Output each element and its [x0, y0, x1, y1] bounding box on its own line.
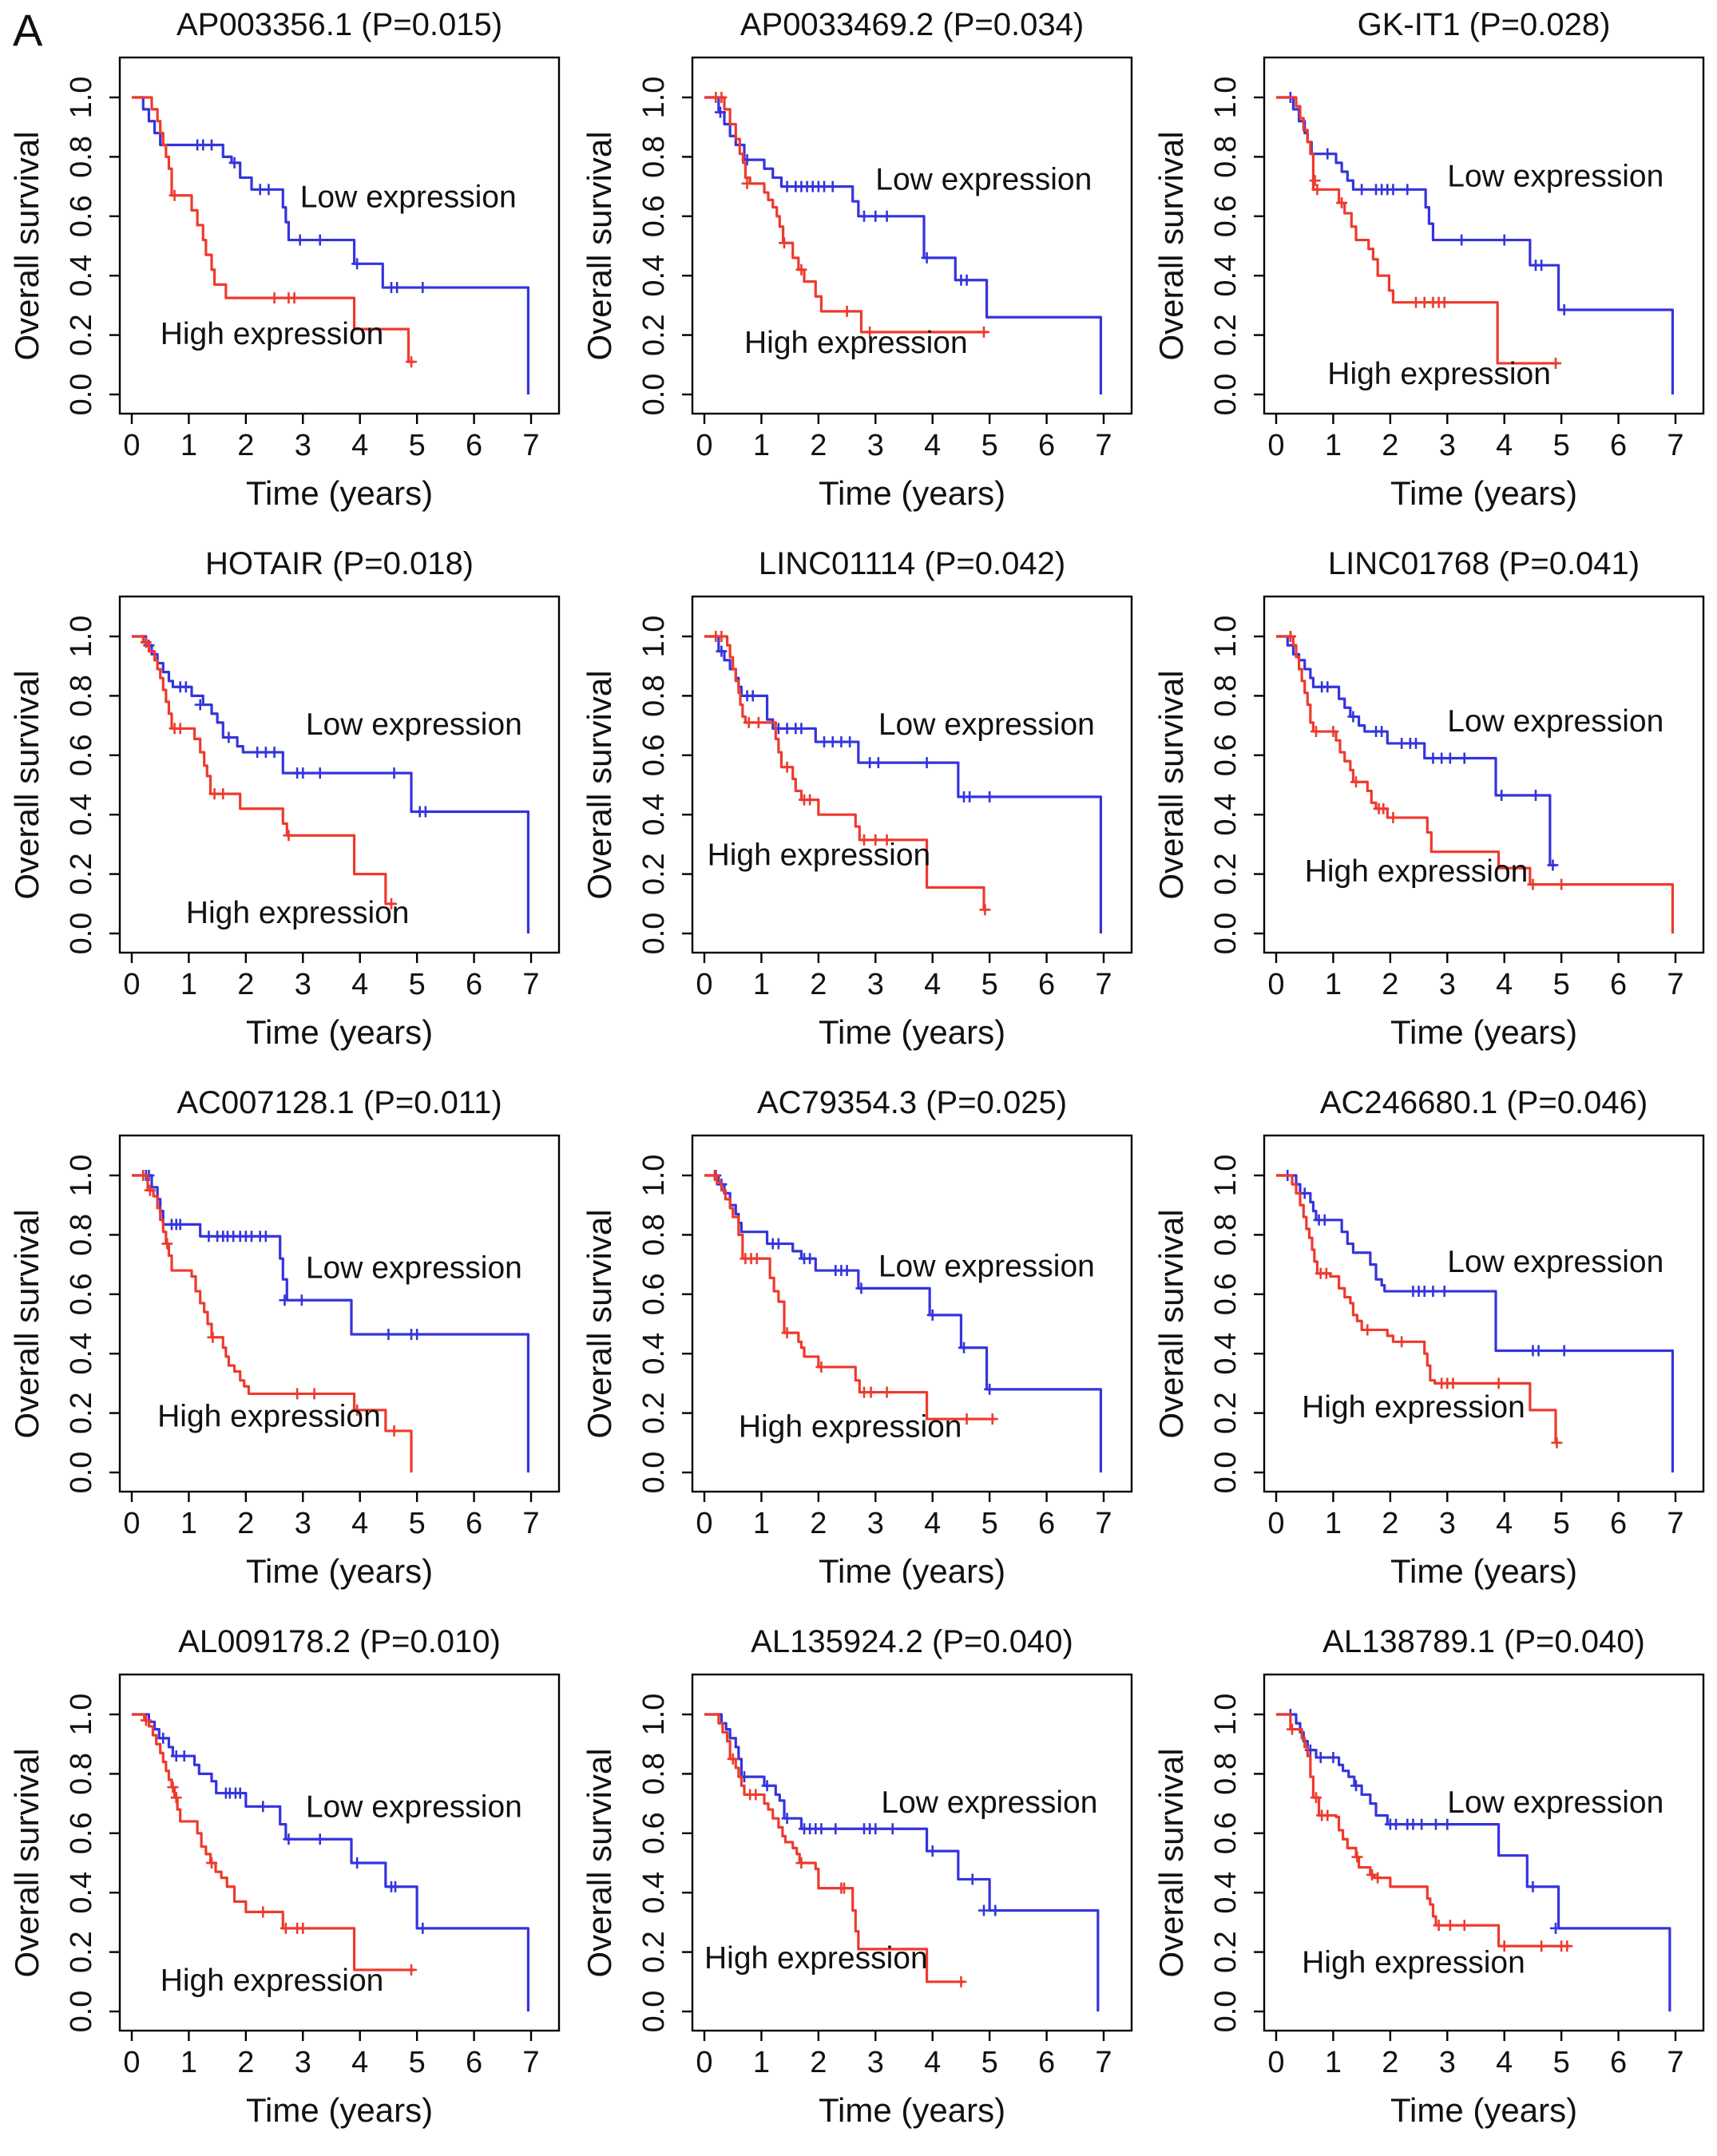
low-expression-label: Low expression	[1447, 1785, 1664, 1820]
x-tick-label: 5	[1552, 968, 1571, 1001]
x-tick-label: 1	[1325, 1507, 1342, 1540]
x-tick-label: 3	[866, 968, 884, 1001]
x-tick-label: 6	[466, 968, 483, 1001]
high-curve	[132, 1714, 414, 1970]
x-tick-label: 1	[1325, 429, 1342, 462]
high-expression-label: High expression	[704, 1941, 928, 1976]
x-tick-label: 7	[1667, 968, 1684, 1001]
x-tick-label: 1	[1325, 2046, 1342, 2079]
x-axis-label: Time (years)	[818, 474, 1005, 512]
x-tick-label: 2	[237, 429, 255, 462]
y-tick-label: 1.0	[636, 615, 671, 658]
low-expression-label: Low expression	[874, 162, 1092, 197]
km-plot-11	[1144, 1617, 1716, 2156]
panel-title: AP003356.1 (P=0.015)	[176, 7, 503, 42]
km-plot-3	[0, 539, 572, 1078]
km-plot-6	[0, 1078, 572, 1617]
high-expression-label: High expression	[157, 1399, 381, 1434]
high-expression-label: High expression	[738, 1409, 962, 1445]
x-tick-label: 2	[1382, 2046, 1399, 2079]
km-panel-8	[1144, 1078, 1716, 1617]
x-tick-label: 6	[1037, 429, 1055, 462]
x-tick-label: 4	[1496, 968, 1513, 1001]
y-tick-label: 0.2	[65, 314, 98, 357]
panel-title: LINC01114 (P=0.042)	[758, 546, 1065, 581]
y-tick-label: 0.6	[65, 1273, 98, 1316]
x-tick-label: 7	[1095, 1507, 1112, 1540]
high-expression-label: High expression	[160, 316, 384, 351]
high-expression-label: High expression	[185, 895, 410, 930]
y-tick-label: 0.2	[1209, 314, 1243, 357]
x-tick-label: 3	[866, 2046, 884, 2079]
x-tick-label: 3	[294, 2046, 311, 2079]
x-tick-label: 6	[1610, 968, 1628, 1001]
x-tick-label: 0	[696, 429, 713, 462]
y-tick-label: 0.2	[1209, 1931, 1243, 1974]
high-expression-label: High expression	[1302, 1945, 1526, 1980]
x-tick-label: 4	[1496, 1507, 1513, 1540]
x-tick-label: 4	[1496, 429, 1513, 462]
x-tick-label: 2	[237, 1507, 255, 1540]
high-expression-label: High expression	[707, 838, 930, 873]
y-tick-label: 1.0	[636, 1693, 671, 1736]
y-tick-label: 0.8	[636, 1213, 671, 1256]
x-tick-label: 2	[1382, 429, 1399, 462]
y-tick-label: 0.6	[65, 195, 98, 238]
y-tick-label: 0.2	[636, 314, 671, 357]
y-axis-label: Overall survival	[580, 131, 618, 361]
y-tick-label: 0.0	[1209, 373, 1243, 416]
low-curve	[132, 636, 528, 933]
y-tick-label: 0.4	[65, 254, 98, 297]
x-tick-label: 2	[809, 2046, 827, 2079]
km-plot-5	[1144, 539, 1716, 1078]
km-panel-5	[1144, 539, 1716, 1078]
y-tick-label: 0.2	[65, 1392, 98, 1435]
x-tick-label: 7	[1667, 2046, 1684, 2079]
y-tick-label: 0.0	[636, 1990, 671, 2033]
y-tick-label: 0.6	[1209, 1812, 1243, 1855]
y-tick-label: 0.0	[636, 912, 671, 955]
y-axis-label: Overall survival	[8, 131, 46, 361]
x-tick-label: 1	[752, 1507, 770, 1540]
y-tick-label: 0.6	[636, 1812, 671, 1855]
high-expression-label: High expression	[1327, 356, 1552, 391]
x-tick-label: 4	[351, 1507, 369, 1540]
x-tick-label: 4	[351, 2046, 369, 2079]
plot-box	[1264, 1135, 1703, 1492]
plot-box	[692, 1674, 1132, 2031]
low-expression-label: Low expression	[878, 707, 1095, 742]
plot-box	[692, 596, 1132, 953]
y-tick-label: 0.0	[1209, 1451, 1243, 1494]
x-tick-label: 3	[294, 968, 311, 1001]
x-axis-label: Time (years)	[818, 1552, 1005, 1590]
y-tick-label: 0.4	[1209, 793, 1243, 836]
x-tick-label: 4	[923, 429, 941, 462]
x-tick-label: 5	[981, 2046, 998, 2079]
x-tick-label: 0	[696, 2046, 713, 2079]
x-tick-label: 2	[237, 968, 255, 1001]
x-tick-label: 5	[981, 968, 998, 1001]
high-curve	[132, 636, 395, 904]
x-tick-label: 7	[522, 2046, 540, 2079]
panel-title: HOTAIR (P=0.018)	[204, 546, 474, 581]
x-tick-label: 1	[180, 1507, 197, 1540]
y-axis-label: Overall survival	[580, 1748, 618, 1978]
km-panel-6	[0, 1078, 572, 1617]
km-panel-11	[1144, 1617, 1716, 2156]
figure-label: A	[13, 5, 43, 55]
y-tick-label: 1.0	[636, 76, 671, 119]
x-tick-label: 4	[923, 968, 941, 1001]
x-tick-label: 5	[408, 429, 426, 462]
y-tick-label: 0.8	[1209, 1213, 1243, 1256]
y-tick-label: 0.4	[1209, 1871, 1243, 1914]
km-panel-0	[0, 0, 572, 539]
km-plot-1	[573, 0, 1144, 539]
high-expression-label: High expression	[744, 325, 968, 360]
y-tick-label: 1.0	[1209, 1154, 1243, 1197]
x-tick-label: 1	[752, 2046, 770, 2079]
x-axis-label: Time (years)	[245, 2091, 434, 2129]
x-tick-label: 2	[1382, 1507, 1399, 1540]
high-expression-label: High expression	[1302, 1390, 1526, 1425]
y-tick-label: 0.8	[65, 1213, 98, 1256]
x-tick-label: 6	[466, 429, 483, 462]
y-tick-label: 0.8	[65, 135, 98, 178]
x-tick-label: 6	[1610, 1507, 1628, 1540]
y-tick-label: 0.4	[636, 1871, 671, 1914]
x-tick-label: 7	[522, 968, 540, 1001]
y-tick-label: 0.2	[1209, 1392, 1243, 1435]
y-tick-label: 0.0	[1209, 912, 1243, 955]
high-curve	[1276, 1714, 1570, 1946]
x-tick-label: 1	[180, 968, 197, 1001]
panel-title: AL138789.1 (P=0.040)	[1322, 1624, 1646, 1659]
x-tick-label: 4	[923, 1507, 941, 1540]
km-panel-3	[0, 539, 572, 1078]
y-tick-label: 0.2	[636, 1931, 671, 1974]
x-tick-label: 6	[466, 2046, 483, 2079]
y-tick-label: 0.8	[65, 1752, 98, 1795]
y-tick-label: 0.6	[65, 734, 98, 777]
km-plot-7	[573, 1078, 1144, 1617]
x-tick-label: 2	[809, 968, 827, 1001]
x-tick-label: 0	[1267, 968, 1285, 1001]
y-axis-label: Overall survival	[580, 1209, 618, 1439]
km-panel-9	[0, 1617, 572, 2156]
x-tick-label: 5	[408, 2046, 426, 2079]
x-tick-label: 3	[1439, 1507, 1457, 1540]
x-tick-label: 1	[180, 2046, 197, 2079]
y-tick-label: 0.4	[65, 1332, 98, 1375]
y-tick-label: 1.0	[1209, 615, 1243, 658]
y-tick-label: 1.0	[1209, 76, 1243, 119]
km-plot-4	[573, 539, 1144, 1078]
low-curve	[1276, 97, 1672, 394]
y-tick-label: 0.2	[636, 853, 671, 896]
y-tick-label: 1.0	[1209, 1693, 1243, 1736]
y-tick-label: 1.0	[65, 1154, 98, 1197]
low-expression-label: Low expression	[305, 707, 522, 742]
y-axis-label: Overall survival	[1152, 1209, 1191, 1439]
x-tick-label: 7	[522, 429, 540, 462]
low-expression-label: Low expression	[878, 1249, 1095, 1284]
panel-title: AP0033469.2 (P=0.034)	[740, 7, 1084, 42]
x-tick-label: 4	[351, 429, 369, 462]
x-tick-label: 6	[466, 1507, 483, 1540]
km-panel-7	[573, 1078, 1144, 1617]
panel-title: AL009178.2 (P=0.010)	[178, 1624, 501, 1659]
y-tick-label: 0.8	[1209, 674, 1243, 717]
x-tick-label: 7	[522, 1507, 540, 1540]
x-axis-label: Time (years)	[245, 474, 434, 512]
x-tick-label: 3	[1439, 429, 1457, 462]
y-tick-label: 0.6	[65, 1812, 98, 1855]
plot-box	[120, 1135, 559, 1492]
km-plot-8	[1144, 1078, 1716, 1617]
y-tick-label: 0.6	[1209, 734, 1243, 777]
km-plot-0	[0, 0, 572, 539]
low-curve	[1276, 1175, 1672, 1472]
panel-title: AC79354.3 (P=0.025)	[756, 1085, 1067, 1120]
y-tick-label: 0.2	[65, 853, 98, 896]
x-tick-label: 3	[866, 429, 884, 462]
x-tick-label: 0	[1267, 2046, 1285, 2079]
high-expression-label: High expression	[160, 1963, 384, 1998]
x-axis-label: Time (years)	[1390, 1552, 1578, 1590]
x-tick-label: 1	[752, 429, 770, 462]
x-tick-label: 0	[123, 968, 141, 1001]
x-tick-label: 0	[696, 1507, 713, 1540]
y-axis-label: Overall survival	[1152, 670, 1191, 900]
y-tick-label: 0.8	[1209, 1752, 1243, 1795]
x-tick-label: 3	[294, 429, 311, 462]
y-tick-label: 1.0	[636, 1154, 671, 1197]
y-tick-label: 0.0	[636, 1451, 671, 1494]
y-tick-label: 0.4	[636, 793, 671, 836]
y-tick-label: 0.0	[65, 373, 98, 416]
y-tick-label: 0.4	[65, 793, 98, 836]
x-tick-label: 6	[1610, 2046, 1628, 2079]
x-tick-label: 5	[408, 968, 426, 1001]
x-tick-label: 2	[809, 429, 827, 462]
panel-title: LINC01768 (P=0.041)	[1328, 546, 1640, 581]
y-tick-label: 0.6	[1209, 195, 1243, 238]
x-tick-label: 5	[981, 1507, 998, 1540]
x-tick-label: 0	[1267, 1507, 1285, 1540]
y-tick-label: 0.2	[65, 1931, 98, 1974]
y-tick-label: 0.4	[636, 254, 671, 297]
high-curve	[704, 1175, 995, 1419]
panel-title: AC246680.1 (P=0.046)	[1320, 1085, 1648, 1120]
y-axis-label: Overall survival	[1152, 131, 1191, 361]
x-tick-label: 4	[351, 968, 369, 1001]
low-curve	[704, 636, 1100, 933]
y-axis-label: Overall survival	[8, 1748, 46, 1978]
low-expression-label: Low expression	[881, 1785, 1098, 1820]
y-tick-label: 1.0	[65, 1693, 98, 1736]
x-axis-label: Time (years)	[245, 1013, 434, 1051]
y-axis-label: Overall survival	[1152, 1748, 1191, 1978]
high-expression-label: High expression	[1305, 854, 1529, 889]
low-expression-label: Low expression	[305, 1789, 522, 1825]
y-tick-label: 0.0	[65, 912, 98, 955]
y-tick-label: 0.8	[636, 1752, 671, 1795]
x-tick-label: 5	[981, 429, 998, 462]
y-tick-label: 1.0	[65, 76, 98, 119]
high-curve	[1276, 636, 1672, 933]
y-tick-label: 0.4	[636, 1332, 671, 1375]
plot-box	[1264, 596, 1703, 953]
y-tick-label: 0.6	[636, 734, 671, 777]
x-tick-label: 5	[408, 1507, 426, 1540]
y-tick-label: 0.8	[1209, 135, 1243, 178]
y-tick-label: 0.8	[636, 135, 671, 178]
x-tick-label: 0	[123, 1507, 141, 1540]
km-plot-10	[573, 1617, 1144, 2156]
x-tick-label: 0	[123, 2046, 141, 2079]
x-axis-label: Time (years)	[1390, 2091, 1578, 2129]
y-tick-label: 0.8	[636, 674, 671, 717]
x-tick-label: 5	[1552, 429, 1571, 462]
plot-box	[120, 57, 559, 414]
y-tick-label: 0.2	[1209, 853, 1243, 896]
x-tick-label: 2	[809, 1507, 827, 1540]
y-tick-label: 0.8	[65, 674, 98, 717]
y-axis-label: Overall survival	[580, 670, 618, 900]
low-expression-label: Low expression	[1447, 159, 1664, 194]
high-curve	[1276, 97, 1559, 363]
y-tick-label: 0.2	[636, 1392, 671, 1435]
y-tick-label: 0.6	[636, 1273, 671, 1316]
low-curve	[1276, 636, 1556, 865]
km-panel-4	[573, 539, 1144, 1078]
x-axis-label: Time (years)	[818, 2091, 1005, 2129]
x-tick-label: 7	[1667, 429, 1684, 462]
low-expression-label: Low expression	[305, 1250, 522, 1286]
x-tick-label: 3	[866, 1507, 884, 1540]
panel-title: AL135924.2 (P=0.040)	[750, 1624, 1073, 1659]
x-axis-label: Time (years)	[1390, 1013, 1578, 1051]
x-tick-label: 2	[237, 2046, 255, 2079]
km-plot-2	[1144, 0, 1716, 539]
x-tick-label: 7	[1095, 429, 1112, 462]
x-tick-label: 6	[1037, 2046, 1055, 2079]
km-panel-10	[573, 1617, 1144, 2156]
x-axis-label: Time (years)	[1390, 474, 1578, 512]
x-tick-label: 5	[1552, 1507, 1571, 1540]
x-tick-label: 6	[1610, 429, 1628, 462]
x-axis-label: Time (years)	[245, 1552, 434, 1590]
panel-title: AC007128.1 (P=0.011)	[176, 1085, 502, 1120]
y-tick-label: 0.6	[636, 195, 671, 238]
panel-title: GK-IT1 (P=0.028)	[1357, 7, 1611, 42]
x-tick-label: 3	[1439, 968, 1457, 1001]
x-tick-label: 0	[123, 429, 141, 462]
y-axis-label: Overall survival	[8, 670, 46, 900]
x-tick-label: 7	[1667, 1507, 1684, 1540]
y-tick-label: 0.4	[1209, 254, 1243, 297]
y-tick-label: 0.6	[1209, 1273, 1243, 1316]
x-axis-label: Time (years)	[818, 1013, 1005, 1051]
x-tick-label: 7	[1095, 968, 1112, 1001]
x-tick-label: 3	[294, 1507, 311, 1540]
plot-box	[692, 57, 1132, 414]
km-panel-1	[573, 0, 1144, 539]
x-tick-label: 5	[1552, 2046, 1571, 2079]
km-panel-2	[1144, 0, 1716, 539]
x-tick-label: 2	[1382, 968, 1399, 1001]
x-tick-label: 6	[1037, 968, 1055, 1001]
x-tick-label: 0	[696, 968, 713, 1001]
x-tick-label: 1	[180, 429, 197, 462]
y-tick-label: 0.0	[65, 1451, 98, 1494]
x-tick-label: 1	[1325, 968, 1342, 1001]
y-tick-label: 0.0	[65, 1990, 98, 2033]
low-expression-label: Low expression	[1447, 1244, 1664, 1279]
x-tick-label: 7	[1095, 2046, 1112, 2079]
y-tick-label: 0.0	[1209, 1990, 1243, 2033]
km-plot-9	[0, 1617, 572, 2156]
x-tick-label: 4	[923, 2046, 941, 2079]
x-tick-label: 0	[1267, 429, 1285, 462]
low-expression-label: Low expression	[1447, 704, 1664, 739]
y-tick-label: 1.0	[65, 615, 98, 658]
x-tick-label: 6	[1037, 1507, 1055, 1540]
y-axis-label: Overall survival	[8, 1209, 46, 1439]
x-tick-label: 3	[1439, 2046, 1457, 2079]
low-expression-label: Low expression	[299, 180, 517, 215]
y-tick-label: 0.4	[1209, 1332, 1243, 1375]
y-tick-label: 0.0	[636, 373, 671, 416]
x-tick-label: 1	[752, 968, 770, 1001]
x-tick-label: 4	[1496, 2046, 1513, 2079]
high-curve	[704, 97, 987, 332]
y-tick-label: 0.4	[65, 1871, 98, 1914]
